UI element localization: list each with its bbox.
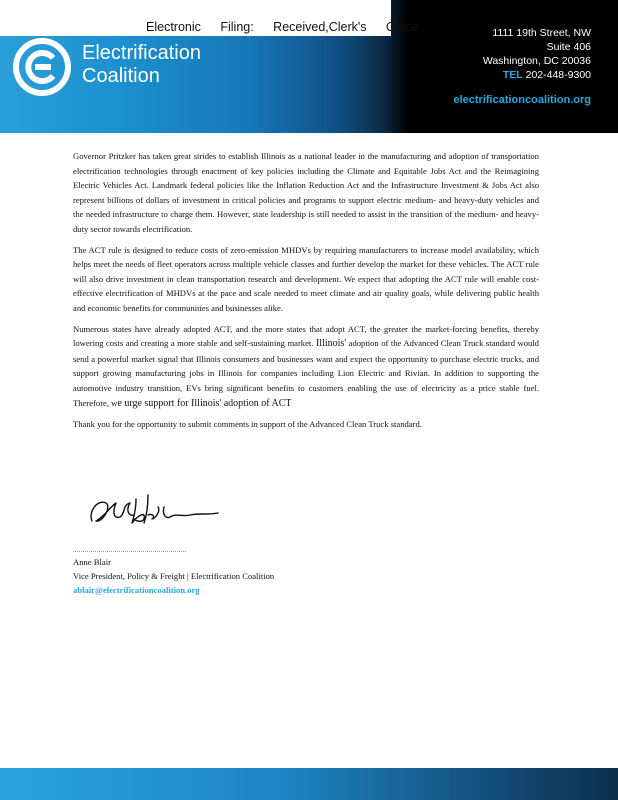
letterhead-header <box>0 0 618 133</box>
brand-line-2: Coalition <box>82 65 160 87</box>
filing-banner <box>0 0 419 36</box>
website-link[interactable]: electrificationcoalition.org <box>453 94 591 106</box>
paragraph-3-rest: adoption of the Advanced Clean Truck standard would send a powerful market signal that Illinois consumers and businesses want and expect the opportunity to purchase electric trucks, and support growing manufacturing jobs in Illinois for companies including Lion Electric and Rivian. In addition to supporting the automotive industry transition, EVs bring significant benefits to customers enabling the use of electricity as a price stable fuel. Therefore, w <box>73 338 539 408</box>
paragraph-4: Thank you for the opportunity to submit comments in support of the Advanced Clean Truck standard. <box>73 419 422 430</box>
paragraph-3-main: Numerous states have already adopted ACT, and the more states that adopt ACT, the greater the market-forcing benefits, thereby lowering costs and creating a more stable and self-sustaining market. <box>73 323 539 349</box>
footer-band <box>0 768 618 800</box>
signer-title: Vice President, Policy & Freight | Electrification Coalition <box>73 571 275 581</box>
signer-name: Anne Blair <box>73 557 111 567</box>
signature-line <box>73 551 186 552</box>
signer-email-link[interactable]: ablair@electrificationcoalition.org <box>73 585 200 595</box>
letter-body <box>73 149 539 438</box>
tel-label: TEL <box>502 69 523 81</box>
brand-line-1: Electrification <box>82 42 201 64</box>
address-block <box>483 26 591 82</box>
address-line-2: Suite 406 <box>546 41 591 53</box>
paragraph-1: Governor Pritzker has taken great strides to establish Illinois as a national leader in the manufacturing and adoption of transportation electrification technologies through enactment of key policies including the Climate and Equitable Jobs Act and the Reimagining Electric Vehicles Act. Landmark federal policies like the Inflation Reduction Act and the Infrastructure Investment & Jobs Act also represent billions of dollars of investment in critical policies and programs to support electric medium- and heavy-duty vehicles and the needed infrastructure to charge them. However, state leadership is still needed to assist in the transition of the medium- and heavy-duty sector towards electrification. <box>73 151 539 234</box>
paragraph-3 <box>73 322 539 412</box>
brand-name <box>82 42 201 88</box>
address-line-3: Washington, DC 20036 <box>482 55 591 67</box>
telephone <box>483 68 591 82</box>
signoff-block <box>73 555 274 597</box>
paragraph-3-close: e urge support for Illinois' adoption of ACT <box>117 397 292 409</box>
handwritten-signature <box>86 487 226 535</box>
tel-number: 202-448-9300 <box>525 69 591 81</box>
address-line-1: 1111 19th Street, NW <box>492 27 591 39</box>
filing-banner-text: Electronic Filing: Received,Clerk's Office <box>146 20 419 34</box>
electrification-coalition-logo-icon <box>13 38 71 96</box>
paragraph-3-illinois: Illinois' <box>315 338 347 350</box>
paragraph-2: The ACT rule is designed to reduce costs of zero-emission MHDVs by requiring manufacturers to increase model availability, which helps meet the needs of fleet operators across multiple vehicle classes and further develop the market for these vehicles. The ACT rule will also drive investment in clean transportation research and development. We expect that adopting the ACT rule will enable cost-effective electrification of MHDVs at the pace and scale needed to meet climate and air quality goals, while delivering public health and economic benefits for communities and businesses alike. <box>73 244 539 313</box>
